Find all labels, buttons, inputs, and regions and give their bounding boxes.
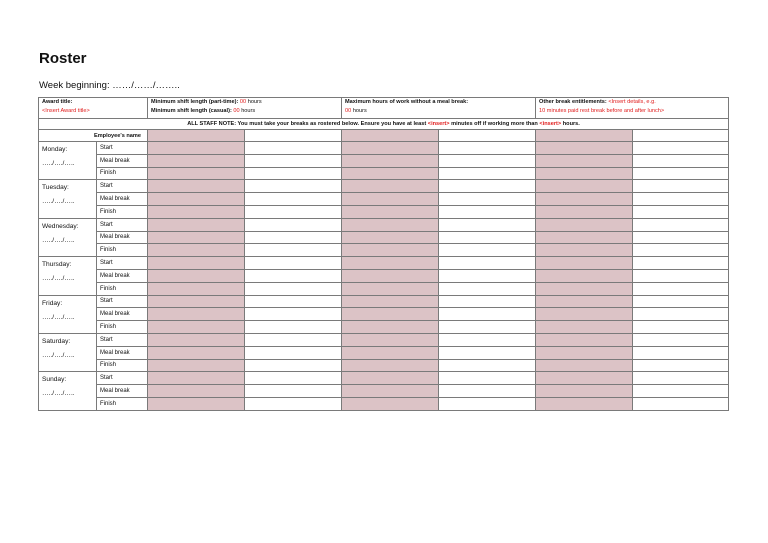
roster-entry-cell[interactable] — [536, 193, 633, 206]
roster-entry-cell[interactable] — [439, 193, 536, 206]
slot-label: Meal break — [97, 269, 148, 282]
employee-name-cell[interactable] — [633, 130, 729, 142]
min-casual-label: Minimum shift length (casual): — [151, 108, 232, 114]
roster-entry-cell[interactable] — [633, 282, 729, 295]
slot-label: Meal break — [97, 346, 148, 359]
roster-entry-cell[interactable] — [148, 244, 245, 257]
day-slot-row — [39, 295, 729, 308]
max-hours-info — [342, 98, 536, 119]
roster-entry-cell[interactable] — [536, 333, 633, 346]
slot-label: Start — [97, 333, 148, 346]
hours-unit: hours — [247, 99, 262, 105]
roster-entry-cell[interactable] — [245, 269, 342, 282]
roster-entry-cell[interactable] — [633, 218, 729, 231]
employee-name-cell[interactable] — [148, 130, 245, 142]
roster-entry-cell[interactable] — [536, 385, 633, 398]
day-slot-row — [39, 167, 729, 180]
roster-entry-cell[interactable] — [536, 282, 633, 295]
roster-entry-cell[interactable] — [439, 142, 536, 155]
day-slot-row — [39, 372, 729, 385]
roster-entry-cell[interactable] — [342, 167, 439, 180]
roster-entry-cell[interactable] — [439, 346, 536, 359]
slot-label: Start — [97, 257, 148, 270]
roster-entry-cell[interactable] — [148, 397, 245, 410]
day-name: Monday: — [42, 146, 68, 153]
roster-entry-cell[interactable] — [536, 346, 633, 359]
award-info — [39, 98, 148, 119]
roster-entry-cell[interactable] — [245, 385, 342, 398]
day-date[interactable]: …../…./….. — [42, 351, 75, 359]
roster-entry-cell[interactable] — [536, 372, 633, 385]
roster-entry-cell[interactable] — [536, 180, 633, 193]
employee-name-label: Employee's name — [39, 130, 148, 142]
roster-entry-cell[interactable] — [245, 257, 342, 270]
roster-entry-cell[interactable] — [536, 257, 633, 270]
employee-name-cell[interactable] — [245, 130, 342, 142]
day-slot-row — [39, 193, 729, 206]
other-breaks-info — [536, 98, 729, 119]
employee-name-cell[interactable] — [536, 130, 633, 142]
slot-label: Start — [97, 295, 148, 308]
hours-unit: hours — [352, 108, 367, 114]
day-slot-row — [39, 154, 729, 167]
roster-entry-cell[interactable] — [633, 321, 729, 334]
roster-entry-cell[interactable] — [148, 359, 245, 372]
roster-entry-cell[interactable] — [439, 295, 536, 308]
roster-entry-cell[interactable] — [633, 205, 729, 218]
roster-entry-cell[interactable] — [633, 180, 729, 193]
day-slot-row — [39, 346, 729, 359]
slot-label: Finish — [97, 205, 148, 218]
min-parttime-label: Minimum shift length (part-time): — [151, 99, 239, 105]
roster-entry-cell[interactable] — [342, 205, 439, 218]
slot-label: Finish — [97, 244, 148, 257]
roster-entry-cell[interactable] — [245, 231, 342, 244]
day-date[interactable]: …../…./….. — [42, 160, 75, 167]
roster-entry-cell[interactable] — [633, 142, 729, 155]
day-cell — [39, 333, 97, 371]
roster-entry-cell[interactable] — [342, 269, 439, 282]
roster-entry-cell[interactable] — [342, 333, 439, 346]
roster-entry-cell[interactable] — [439, 385, 536, 398]
roster-entry-cell[interactable] — [245, 372, 342, 385]
roster-entry-cell[interactable] — [439, 269, 536, 282]
roster-entry-cell[interactable] — [633, 295, 729, 308]
roster-entry-cell[interactable] — [245, 142, 342, 155]
roster-entry-cell[interactable] — [148, 308, 245, 321]
slot-label: Meal break — [97, 385, 148, 398]
day-slot-row — [39, 218, 729, 231]
roster-entry-cell[interactable] — [439, 257, 536, 270]
slot-label: Start — [97, 372, 148, 385]
roster-entry-cell[interactable] — [342, 154, 439, 167]
hours-unit: hours — [241, 108, 256, 114]
roster-entry-cell[interactable] — [342, 282, 439, 295]
other-breaks-label: Other break entitlements: — [539, 99, 607, 105]
roster-entry-cell[interactable] — [342, 142, 439, 155]
day-cell — [39, 372, 97, 410]
employee-name-cell[interactable] — [439, 130, 536, 142]
roster-entry-cell[interactable] — [148, 269, 245, 282]
roster-entry-cell[interactable] — [148, 167, 245, 180]
min-casual-value[interactable]: 00 — [233, 108, 240, 114]
slot-label: Start — [97, 180, 148, 193]
slot-label: Start — [97, 142, 148, 155]
staff-note-row — [39, 119, 729, 130]
day-slot-row — [39, 385, 729, 398]
roster-entry-cell[interactable] — [342, 180, 439, 193]
day-name: Thursday: — [42, 261, 72, 269]
roster-entry-cell[interactable] — [633, 385, 729, 398]
note-text: hours. — [561, 121, 580, 127]
day-name: Wednesday: — [42, 222, 79, 230]
roster-entry-cell[interactable] — [536, 359, 633, 372]
roster-entry-cell[interactable] — [148, 385, 245, 398]
roster-entry-cell[interactable] — [536, 244, 633, 257]
roster-entry-cell[interactable] — [148, 154, 245, 167]
roster-entry-cell[interactable] — [633, 193, 729, 206]
roster-entry-cell[interactable] — [439, 282, 536, 295]
day-slot-row — [39, 359, 729, 372]
slot-label: Finish — [97, 359, 148, 372]
roster-entry-cell[interactable] — [633, 308, 729, 321]
day-slot-row — [39, 231, 729, 244]
day-slot-row — [39, 333, 729, 346]
day-slot-row — [39, 308, 729, 321]
day-name: Sunday: — [42, 376, 67, 384]
roster-entry-cell[interactable] — [342, 295, 439, 308]
roster-entry-cell[interactable] — [245, 154, 342, 167]
day-slot-row — [39, 282, 729, 295]
day-cell — [39, 142, 97, 180]
day-slot-row — [39, 397, 729, 410]
slot-label: Meal break — [97, 193, 148, 206]
roster-entry-cell[interactable] — [633, 154, 729, 167]
roster-entry-cell[interactable] — [439, 231, 536, 244]
day-name: Friday: — [42, 299, 63, 307]
roster-entry-cell[interactable] — [633, 372, 729, 385]
roster-entry-cell[interactable] — [342, 372, 439, 385]
roster-entry-cell[interactable] — [633, 333, 729, 346]
roster-entry-cell[interactable] — [245, 282, 342, 295]
roster-table — [38, 97, 729, 411]
day-cell — [39, 180, 97, 218]
slot-label: Finish — [97, 282, 148, 295]
roster-entry-cell[interactable] — [439, 244, 536, 257]
roster-entry-cell[interactable] — [342, 385, 439, 398]
roster-entry-cell[interactable] — [342, 346, 439, 359]
roster-entry-cell[interactable] — [245, 180, 342, 193]
note-insert-hours[interactable]: <insert> — [539, 121, 562, 127]
roster-entry-cell[interactable] — [439, 180, 536, 193]
day-slot-row — [39, 321, 729, 334]
roster-entry-cell[interactable] — [439, 308, 536, 321]
roster-entry-cell[interactable] — [245, 333, 342, 346]
roster-entry-cell[interactable] — [342, 231, 439, 244]
roster-entry-cell[interactable] — [536, 397, 633, 410]
roster-entry-cell[interactable] — [148, 372, 245, 385]
day-name: Tuesday: — [42, 184, 69, 192]
other-breaks-value-2[interactable]: 10 minutes paid rest break before and after lunch> — [539, 108, 665, 114]
slot-label: Finish — [97, 167, 148, 180]
roster-entry-cell[interactable] — [536, 295, 633, 308]
slot-label: Start — [97, 218, 148, 231]
award-label: Award title: — [42, 99, 73, 105]
employee-name-cell[interactable] — [342, 130, 439, 142]
roster-entry-cell[interactable] — [633, 346, 729, 359]
roster-entry-cell[interactable] — [633, 244, 729, 257]
roster-entry-cell[interactable] — [148, 231, 245, 244]
roster-entry-cell[interactable] — [148, 180, 245, 193]
roster-entry-cell[interactable] — [245, 295, 342, 308]
max-hours-value[interactable]: 00 — [345, 108, 352, 114]
roster-entry-cell[interactable] — [148, 295, 245, 308]
roster-entry-cell[interactable] — [439, 359, 536, 372]
roster-entry-cell[interactable] — [439, 205, 536, 218]
day-name: Saturday: — [42, 337, 71, 345]
day-slot-row — [39, 269, 729, 282]
other-breaks-value[interactable]: <Insert details, e.g. — [608, 99, 656, 105]
roster-entry-cell[interactable] — [536, 231, 633, 244]
day-cell — [39, 295, 97, 333]
roster-entry-cell[interactable] — [536, 142, 633, 155]
roster-entry-cell[interactable] — [439, 333, 536, 346]
roster-entry-cell[interactable] — [342, 308, 439, 321]
day-date[interactable]: …../…./….. — [42, 313, 75, 321]
roster-entry-cell[interactable] — [245, 205, 342, 218]
roster-entry-cell[interactable] — [245, 359, 342, 372]
page-title: Roster — [39, 50, 87, 67]
day-date[interactable]: …../…./….. — [42, 275, 75, 283]
roster-entry-cell[interactable] — [633, 269, 729, 282]
roster-entry-cell[interactable] — [342, 257, 439, 270]
roster-entry-cell[interactable] — [439, 218, 536, 231]
min-parttime-value[interactable]: 00 — [239, 99, 247, 105]
award-value[interactable]: <Insert Award title> — [42, 108, 90, 114]
slot-label: Meal break — [97, 231, 148, 244]
day-slot-row — [39, 257, 729, 270]
roster-entry-cell[interactable] — [633, 231, 729, 244]
roster-entry-cell[interactable] — [439, 397, 536, 410]
roster-entry-cell[interactable] — [245, 218, 342, 231]
roster-entry-cell[interactable] — [536, 308, 633, 321]
roster-entry-cell[interactable] — [633, 257, 729, 270]
max-hours-label: Maximum hours of work without a meal break: — [345, 99, 469, 105]
roster-entry-cell[interactable] — [342, 218, 439, 231]
roster-entry-cell[interactable] — [342, 321, 439, 334]
roster-entry-cell[interactable] — [245, 193, 342, 206]
note-insert-minutes[interactable]: <insert> — [427, 121, 450, 127]
roster-entry-cell[interactable] — [148, 218, 245, 231]
employee-name-row — [39, 130, 729, 142]
slot-label: Finish — [97, 321, 148, 334]
roster-entry-cell[interactable] — [148, 193, 245, 206]
roster-entry-cell[interactable] — [633, 359, 729, 372]
day-cell — [39, 257, 97, 295]
staff-note — [39, 119, 729, 130]
roster-entry-cell[interactable] — [148, 282, 245, 295]
roster-entry-cell[interactable] — [536, 167, 633, 180]
day-cell — [39, 218, 97, 256]
roster-entry-cell[interactable] — [342, 397, 439, 410]
note-text: minutes off if working more than — [449, 121, 540, 127]
week-beginning: Week beginning: ……/……/…….. — [39, 80, 180, 91]
roster-entry-cell[interactable] — [342, 359, 439, 372]
slot-label: Meal break — [97, 308, 148, 321]
note-text: ALL STAFF NOTE: You must take your breaks as rostered below. Ensure you have at least — [187, 121, 428, 127]
day-date[interactable]: …../…./….. — [42, 236, 75, 244]
roster-entry-cell[interactable] — [148, 333, 245, 346]
slot-label: Finish — [97, 397, 148, 410]
roster-entry-cell[interactable] — [536, 154, 633, 167]
roster-entry-cell[interactable] — [148, 205, 245, 218]
roster-entry-cell[interactable] — [633, 167, 729, 180]
day-slot-row — [39, 205, 729, 218]
roster-entry-cell[interactable] — [148, 346, 245, 359]
roster-entry-cell[interactable] — [245, 321, 342, 334]
roster-entry-cell[interactable] — [536, 205, 633, 218]
slot-label: Meal break — [97, 154, 148, 167]
roster-entry-cell[interactable] — [148, 321, 245, 334]
day-slot-row — [39, 180, 729, 193]
roster-entry-cell[interactable] — [245, 308, 342, 321]
roster-entry-cell[interactable] — [439, 372, 536, 385]
day-date[interactable]: …../…./….. — [42, 198, 75, 206]
roster-entry-cell[interactable] — [148, 142, 245, 155]
day-slot-row — [39, 142, 729, 155]
roster-entry-cell[interactable] — [439, 154, 536, 167]
roster-entry-cell[interactable] — [148, 257, 245, 270]
roster-entry-cell[interactable] — [245, 167, 342, 180]
roster-entry-cell[interactable] — [245, 346, 342, 359]
roster-entry-cell[interactable] — [439, 167, 536, 180]
roster-entry-cell[interactable] — [439, 321, 536, 334]
day-date[interactable]: …../…./….. — [42, 390, 75, 398]
day-slot-row — [39, 244, 729, 257]
info-row — [39, 98, 729, 119]
roster-entry-cell[interactable] — [245, 244, 342, 257]
min-shift-info — [148, 98, 342, 119]
roster-entry-cell[interactable] — [633, 397, 729, 410]
roster-entry-cell[interactable] — [342, 193, 439, 206]
roster-entry-cell[interactable] — [536, 218, 633, 231]
roster-entry-cell[interactable] — [245, 397, 342, 410]
roster-entry-cell[interactable] — [536, 269, 633, 282]
roster-entry-cell[interactable] — [536, 321, 633, 334]
roster-entry-cell[interactable] — [342, 244, 439, 257]
